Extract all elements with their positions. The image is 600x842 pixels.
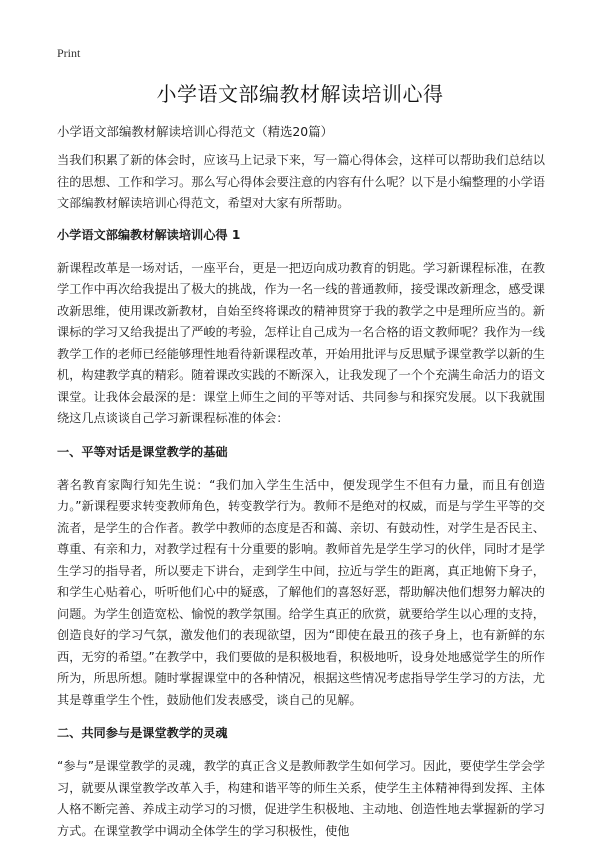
document-subtitle: 小学语文部编教材解读培训心得范文（精选20篇）: [57, 124, 333, 139]
document-body: [57, 150, 545, 842]
joint-participation-paragraph: “参与”是课堂教学的灵魂，教学的真正含义是教师教学生如何学习。因此，要使学生学会学习，就要从课堂教学改革入手，构建和谐平等的师生关系，使学生主体精神得到发挥、主体人格不断完善、养成主动学习的习惯，促进学生积极地、主动地、创造性地去掌握新的学习方式。在课堂教学中调动全体学生的学习积极性，使他: [57, 759, 545, 838]
section-1-paragraph: 新课程改革是一场对话，一座平台，更是一把迈向成功教育的钥匙。学习新课程标准，在教学工作中再次给我提出了极大的挑战，作为一名一线的普通教师，接受课改新理念，感受课改新思维，使用课改新教材，自始至终将课改的精神贯穿于我的教学之中是理所应当的。新课标的学习又给我提出了严峻的考验，怎样让自己成为一名合格的语文教师呢？我作为一线教学工作的老师已经能够理性地看待新课程改革，开始用批评与反思赋予课堂教学以新的生机，构建教学真的精彩。随着课改实践的不断深入，让我发现了一个个充满生命活力的语文课堂。让我体会最深的是：课堂上师生之间的平等对话、共同参与和探究发展。以下我就围绕这几点谈谈自己学习新课程标准的体会：: [57, 260, 545, 425]
equal-dialogue-paragraph: 著名教育家陶行知先生说：“我们加入学生生活中，便发现学生不但有力量，而且有创造力。”新课程要求转变教师角色，转变教学行为。教师不是绝对的权威，而是与学生平等的交流者，是学生的合作者。教学中教师的态度是否和蔼、亲切、有鼓动性，对学生是否民主、尊重、有亲和力，对教学过程有十分重要的影响。教师首先是学生学习的伙伴，同时才是学生学习的指导者，所以要走下讲台，走到学生中间，拉近与学生的距离，真正地俯下身子，和学生心贴着心，听听他们心中的疑惑，了解他们的喜怒好恶，帮助解决他们想努力解决的问题。为学生创造宽松、愉悦的教学氛围。给学生真正的欣赏，就要给学生以心理的支持，创造良好的学习气氛，激发他们的表现欲望，因为“即使在最丑的孩子身上，也有新鲜的东西，无穷的希望。”在教学中，我们要做的是积极地看，积极地听，设身处地感觉学生的所作所为，所思所想。随时掌握课堂中的各种情况，根据这些情况考虑指导学生学习的方法，尤其是尊重学生个性，鼓励他们发表感受，谈自己的见解。: [57, 477, 545, 707]
intro-paragraph: 当我们积累了新的体会时，应该马上记录下来，写一篇心得体会，这样可以帮助我们总结以往的思想、工作和学习。那么写心得体会要注意的内容有什么呢？以下是小编整理的小学语文部编教材解读培训心得范文，希望对大家有所帮助。: [57, 153, 545, 210]
subheading-equal-dialogue: 一、平等对话是课堂教学的基础: [57, 444, 228, 459]
document-title: 小学语文部编教材解读培训心得: [156, 82, 444, 106]
subheading-joint-participation: 二、共同参与是课堂教学的灵魂: [57, 726, 228, 740]
section-heading-1: 小学语文部编教材解读培训心得 1: [57, 227, 241, 242]
print-link[interactable]: Print: [57, 46, 81, 60]
